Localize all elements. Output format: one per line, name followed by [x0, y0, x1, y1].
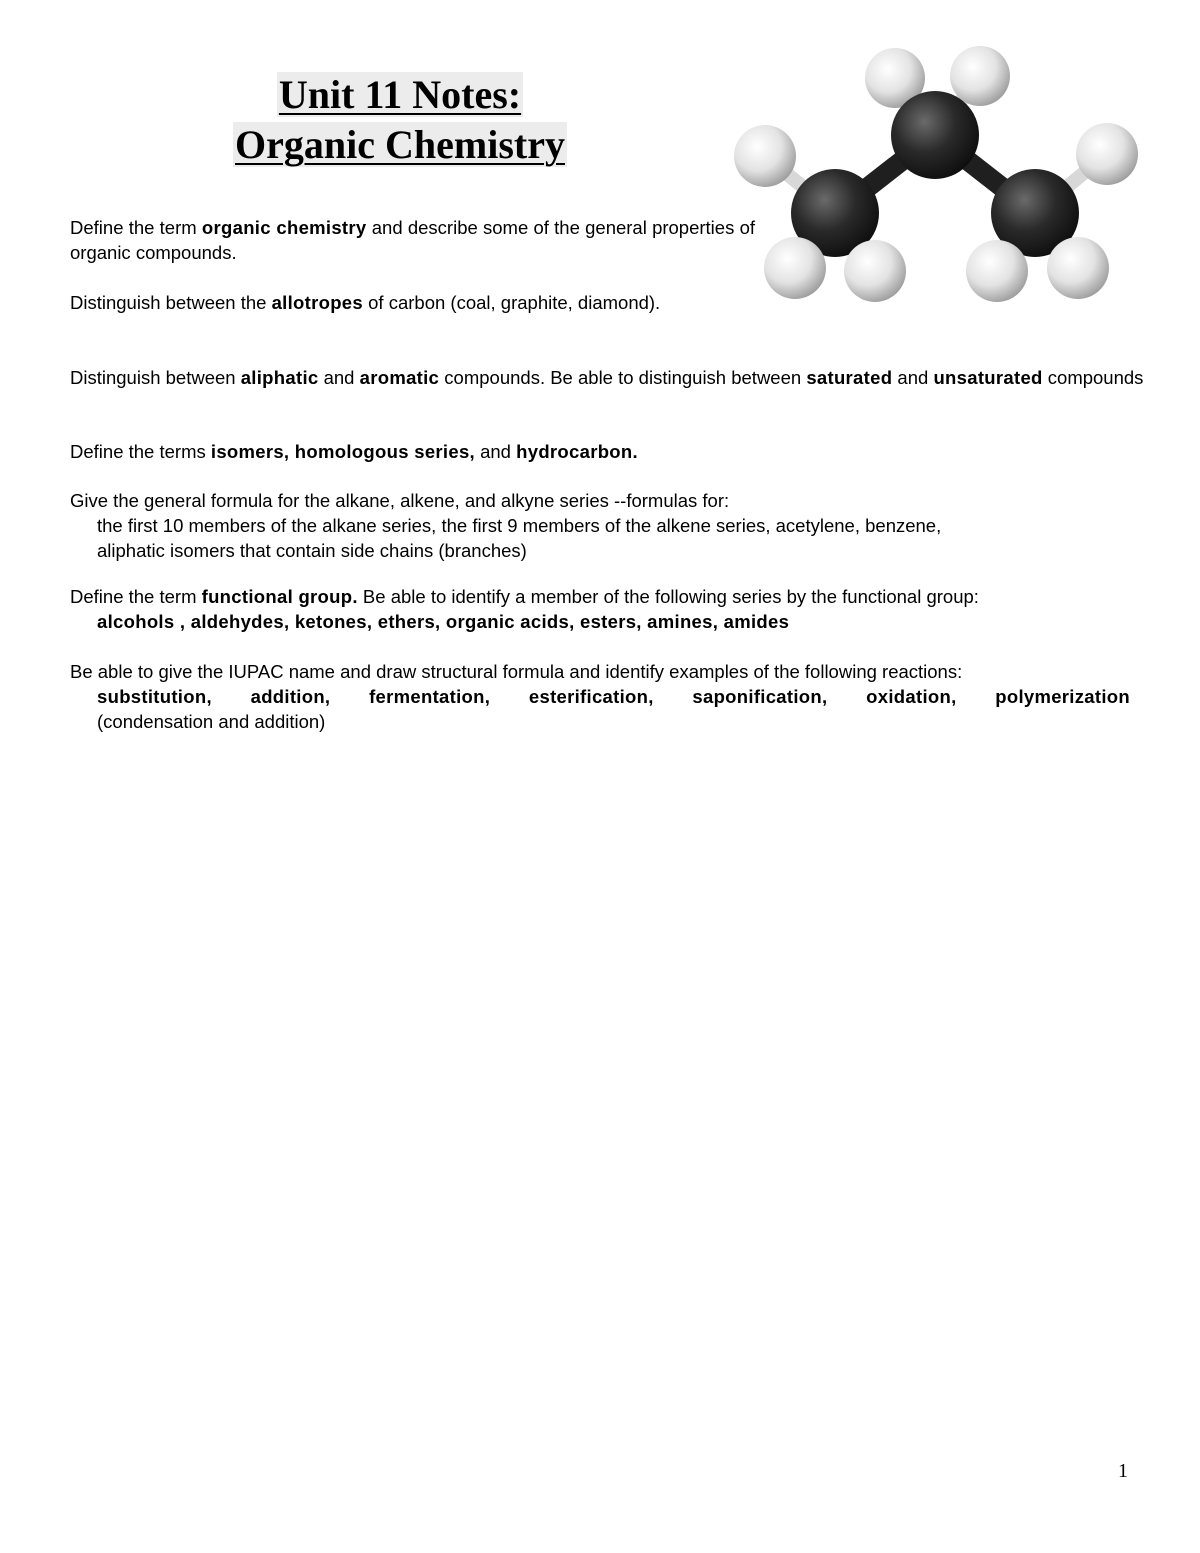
page-title [190, 70, 610, 170]
hydrogen-atom-icon [844, 240, 906, 302]
hydrogen-atom-icon [1047, 237, 1109, 299]
term-aromatic: aromatic [359, 367, 440, 388]
hydrogen-atom-icon [1076, 123, 1138, 185]
term-isomers-homologous: isomers, homologous series, [210, 441, 475, 462]
objective-aliphatic-aromatic: Distinguish between aliphatic and aromatic compounds. Be able to distinguish between saturated and unsaturated compounds [70, 367, 1144, 388]
objective-general-formula [70, 488, 1130, 563]
carbon-atom-icon [891, 91, 979, 179]
reaction-types-list: substitution, addition, fermentation, esterification, saponification, oxidation, polymerization [97, 686, 1130, 707]
term-unsaturated: unsaturated [933, 367, 1043, 388]
hydrogen-atom-icon [950, 46, 1010, 106]
objective-functional-group: Define the term functional group. Be able to identify a member of the following series by the functional group: alcohols , aldehydes, ketones, ethers, organic acids, esters, amines, amides [70, 586, 979, 632]
reactions-line-3: (condensation and addition) [97, 711, 326, 732]
page-number: 1 [1118, 1460, 1128, 1482]
objective-allotropes: Distinguish between the allotropes of carbon (coal, graphite, diamond). [70, 292, 661, 313]
formula-line-2: the first 10 members of the alkane series, the first 9 members of the alkene series, acetylene, benzene, [97, 515, 942, 536]
term-aliphatic: aliphatic [240, 367, 319, 388]
objective-organic-chemistry: Define the term organic chemistry and describe some of the general properties of organic compounds. [70, 217, 755, 263]
formula-line-3: aliphatic isomers that contain side chains (branches) [97, 540, 527, 561]
reactions-line-1: Be able to give the IUPAC name and draw structural formula and identify examples of the following reactions: [70, 661, 963, 682]
title-line-2: Organic Chemistry [235, 122, 565, 167]
term-organic-chemistry: organic chemistry [201, 217, 367, 238]
hydrogen-atom-icon [734, 125, 796, 187]
term-saturated: saturated [806, 367, 893, 388]
functional-group-list: alcohols , aldehydes, ketones, ethers, organic acids, esters, amines, amides [97, 611, 790, 632]
term-allotropes: allotropes [271, 292, 363, 313]
term-hydrocarbon: hydrocarbon. [516, 441, 638, 462]
title-line-1: Unit 11 Notes: [278, 72, 522, 117]
objective-reactions [70, 659, 1130, 734]
term-functional-group: functional group. [201, 586, 358, 607]
hydrogen-atom-icon [966, 240, 1028, 302]
objective-terms: Define the terms isomers, homologous series, and hydrocarbon. [70, 441, 638, 462]
propane-ball-and-stick-icon [730, 38, 1140, 308]
formula-line-1: Give the general formula for the alkane, alkene, and alkyne series --formulas for: [70, 490, 730, 511]
